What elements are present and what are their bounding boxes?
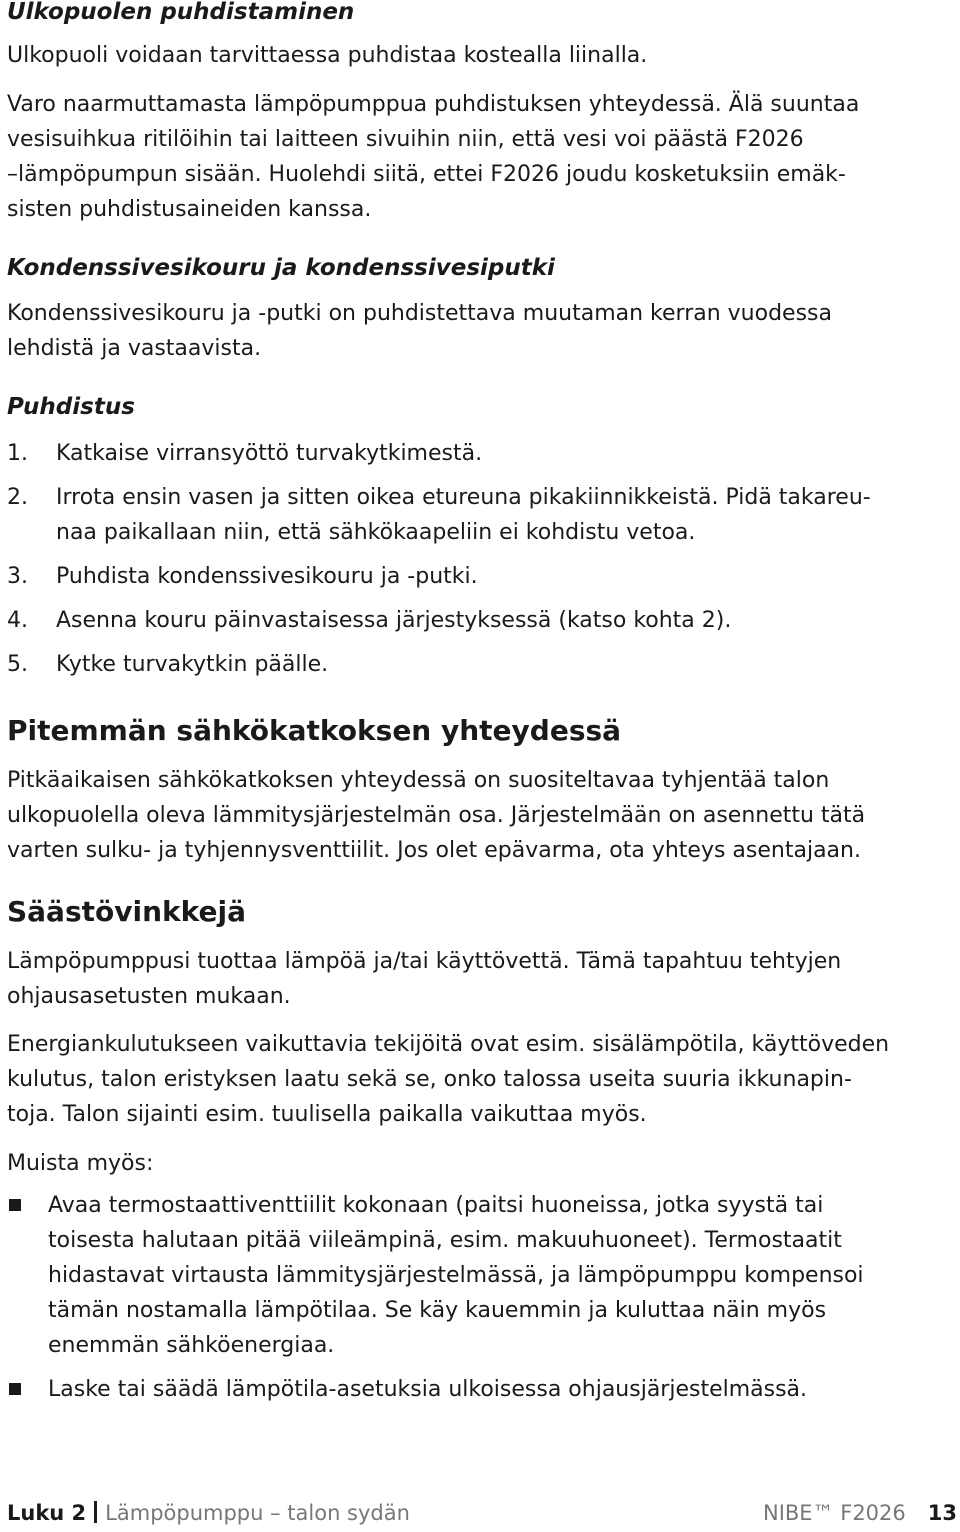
exterior-p2-line-1: Varo naarmuttamasta lämpöpumppua puhdistuksen yhteydessä. Älä suuntaa [7,92,860,117]
savings-bullet-list [7,1188,927,1407]
savings-p1-line-1: Lämpöpumppusi tuottaa lämpöä ja/tai käyttövettä. Tämä tapahtuu tehtyjen [7,949,842,974]
list-item [7,436,907,471]
list-item [7,647,907,682]
heading-savings-tips: Säästövinkkejä [7,895,246,928]
list-item [7,603,907,638]
bullet-square-icon [9,1383,21,1395]
outage-line-2: ulkopuolella oleva lämmitysjärjestelmän osa. Järjestelmään on asennettu tätä [7,803,866,828]
exterior-paragraph-1: Ulkopuoli voidaan tarvittaessa puhdistaa kostealla liinalla. [7,43,648,68]
condensate-line-2: lehdistä ja vastaavista. [7,336,262,361]
step-number: 5. [7,652,28,677]
bullet-line: toisesta halutaan pitää viileämpinä, esim. makuuhuoneet). Termostaatit [48,1228,842,1253]
step-line: Puhdista kondenssivesikouru ja -putki. [56,564,478,589]
savings-p2-line-2: kulutus, talon eristyksen laatu sekä se, onko talossa useita suuria ikkunapin- [7,1067,852,1092]
savings-p1-line-2: ohjausasetusten mukaan. [7,984,291,1009]
step-number: 4. [7,608,28,633]
footer-product-name: NIBE™ F2026 [762,1501,906,1525]
footer-product-info [763,1497,957,1529]
list-item [7,480,907,550]
exterior-p2-line-2: vesisuihkua ritilöihin tai laitteen sivuihin niin, että vesi voi päästä F2026 [7,127,804,152]
page-number: 13 [927,1501,957,1525]
exterior-p2-line-3: –lämpöpumpun sisään. Huolehdi siitä, ettei F2026 joudu kosketuksiin emäk- [7,162,846,187]
outage-line-3: varten sulku- ja tyhjennysventtiilit. Jos olet epävarma, ota yhteys asentajaan. [7,838,861,863]
exterior-p2-line-4: sisten puhdistusaineiden kanssa. [7,197,372,222]
bullet-line: hidastavat virtausta lämmitysjärjestelmässä, ja lämpöpumppu kompensoi [48,1263,864,1288]
savings-paragraph-1 [7,944,841,1014]
outage-line-1: Pitkäaikaisen sähkökatkoksen yhteydessä on suositeltavaa tyhjentää talon [7,768,830,793]
step-line: naa paikallaan niin, että sähkökaapeliin ei kohdistu vetoa. [56,520,696,545]
heading-exterior-cleaning: Ulkopuolen puhdistaminen [7,0,355,25]
step-line: Katkaise virransyöttö turvakytkimestä. [56,441,483,466]
outage-paragraph [7,763,865,868]
condensate-line-1: Kondenssivesikouru ja -putki on puhdistettava muutaman kerran vuodessa [7,301,832,326]
heading-cleaning-steps: Puhdistus [7,394,135,420]
step-number: 1. [7,441,28,466]
savings-paragraph-2 [7,1027,889,1132]
list-item [7,1372,927,1407]
step-number: 2. [7,485,28,510]
list-item [7,559,907,594]
bullet-line: enemmän sähköenergiaa. [48,1333,335,1358]
exterior-paragraph-2 [7,87,859,227]
bullet-line: Avaa termostaattiventtiilit kokonaan (paitsi huoneissa, jotka syystä tai [48,1193,824,1218]
footer-chapter-title: Lämpöpumppu – talon sydän [105,1501,410,1525]
footer-chapter-info [7,1497,410,1529]
condensate-paragraph [7,296,832,366]
bullet-square-icon [9,1199,21,1211]
heading-condensate: Kondenssivesikouru ja kondenssivesiputki [7,255,555,281]
step-line: Kytke turvakytkin päälle. [56,652,329,677]
step-line: Irrota ensin vasen ja sitten oikea etureuna pikakiinnikkeistä. Pidä takareu- [56,485,871,510]
heading-power-outage: Pitemmän sähkökatkoksen yhteydessä [7,714,622,747]
bullet-line: Laske tai säädä lämpötila-asetuksia ulkoisessa ohjausjärjestelmässä. [48,1377,808,1402]
footer-separator [94,1501,97,1523]
savings-p2-line-3: toja. Talon sijainti esim. tuulisella paikalla vaikuttaa myös. [7,1102,647,1127]
step-number: 3. [7,564,28,589]
page-footer [7,1497,957,1529]
savings-p2-line-1: Energiankulutukseen vaikuttavia tekijöitä ovat esim. sisälämpötila, käyttöveden [7,1032,890,1057]
remember-label: Muista myös: [7,1151,154,1176]
step-line: Asenna kouru päinvastaisessa järjestyksessä (katso kohta 2). [56,608,732,633]
list-item [7,1188,927,1363]
footer-chapter-label: Luku 2 [7,1501,87,1525]
bullet-line: tämän nostamalla lämpötilaa. Se käy kauemmin ja kuluttaa näin myös [48,1298,827,1323]
cleaning-steps-list [7,436,907,682]
